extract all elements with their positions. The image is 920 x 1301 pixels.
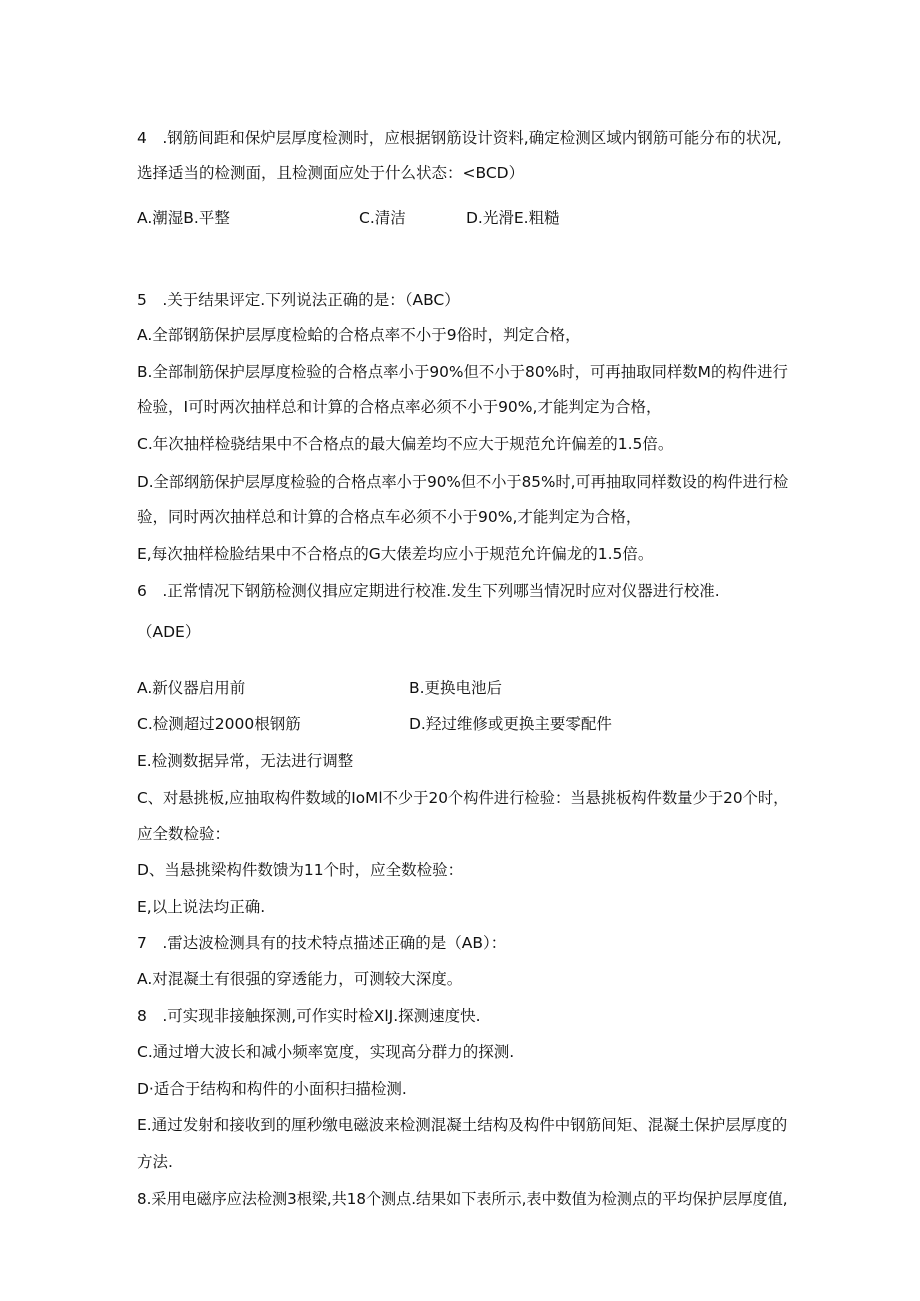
q6-option-b: B.更换电池后	[409, 679, 503, 697]
q4-line-1: 4 .钢筋间距和保炉层厚度检测时，应根据钢筋设计资料,确定检测区域内钢筋可能分布的状况,	[137, 129, 782, 147]
q6-option-c: C.检测超过2000根钢筋	[137, 715, 301, 733]
extra-option-c: C、对悬挑板,应抽取构件数域的IoMl不少于20个构件进行检验：当悬挑板构件数量少于20个时，	[137, 789, 789, 807]
q4-line-2: 选择适当的检测面，且检测面应处于什么状态：<BCD）	[137, 164, 525, 182]
q5-option-c: C.年次抽样检骁结果中不合格点的最大偏差均不应大于规范允许偏差的1.5倍。	[137, 435, 674, 453]
extra-option-c-cont: 应全数检验：	[137, 825, 231, 843]
q5-line-1: 5 .关于结果评定.下列说法正确的是：（ABC）	[137, 291, 460, 309]
q4-option-de: D.光滑E.粗糙	[466, 209, 560, 227]
q6-option-a: A.新仪器启用前	[137, 679, 246, 697]
q7-option-c: C.通过增大波长和减小频率宽度，实现高分群力的探测.	[137, 1043, 515, 1061]
q7-line-1: 7 .雷达波检测具有的技术特点描述正确的是（AB）：	[137, 934, 507, 952]
q5-option-d-cont: 验，同时两次抽样总和计算的合格点车必须不小于90%,才能判定为合格，	[137, 508, 642, 526]
extra-option-e: E,以上说法均正确.	[137, 898, 266, 916]
q5-option-e: E,每次抽样检脸结果中不合格点的G大俵差均应小于规范允许偏龙的1.5倍。	[137, 545, 654, 563]
q6-line-1: 6 .正常情况下钢筋检测仪揖应定期进行校准.发生下列哪当情况时应对仪器进行校准.	[137, 582, 720, 600]
q6-answer: （ADE）	[137, 623, 201, 641]
q5-option-b-cont: 检验，I可时两次抽样总和计算的合格点率必须不小于90%,才能判定为合格，	[137, 398, 662, 416]
q7-option-e-cont: 方法.	[137, 1153, 173, 1171]
q6-option-e: E.检测数据异常，无法进行调整	[137, 752, 354, 770]
q7-option-e: E.通过发射和接收到的厘秒缴电磁波来检测混凝土结构及构件中钢筋间矩、混凝土保护层厚度的	[137, 1116, 788, 1134]
q7-option-a: A.对混凝土有很强的穿透能力，可测较大深度。	[137, 970, 463, 988]
q5-option-d: D.全部纲筋保护层厚度检验的合格点率小于90%但不小于85%时,可再抽取同样数设的构件进行检	[137, 473, 789, 491]
q4-option-c: C.清洁	[359, 209, 406, 227]
q4-option-ab: A.潮湿B.平整	[137, 209, 230, 227]
q7-option-b: 8 .可实现非接触探测,可作实时检XlJ.探测速度快.	[137, 1007, 481, 1025]
extra-option-d: D、当悬挑梁构件数馈为11个时，应全数检验：	[137, 861, 464, 879]
q7-option-d: D·适合于结构和构件的小面积扫描检测.	[137, 1080, 407, 1098]
q5-option-a: A.全部钢筋保护层厚度检蛤的合格点率不小于9俗时，判定合格，	[137, 326, 581, 344]
q5-option-b: B.全部制筋保护层厚度检验的合格点率小于90%但不小于80%时，可再抽取同样数M的构件进行	[137, 363, 788, 381]
q8-line-1: 8.采用电磁序应法检测3根梁,共18个测点.结果如下表所示,表中数值为检测点的平均保护层厚度值,	[137, 1190, 788, 1208]
q6-option-d: D.羟过维修或更换主要零配件	[409, 715, 612, 733]
